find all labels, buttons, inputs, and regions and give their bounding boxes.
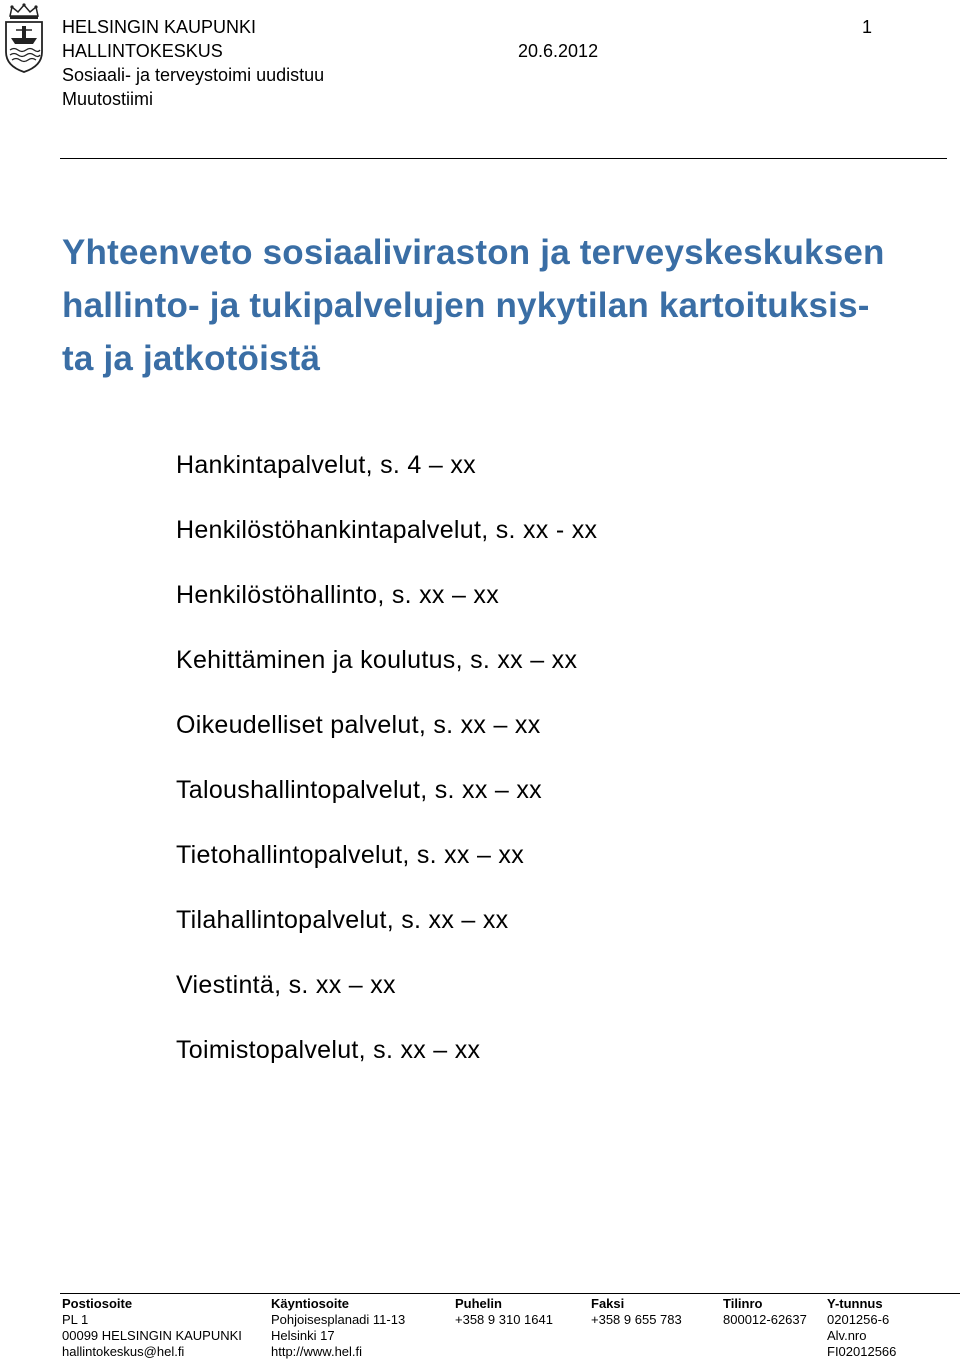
header-divider	[60, 158, 947, 159]
table-of-contents	[176, 450, 597, 1100]
footer-faksi	[591, 1296, 682, 1328]
toc-item: Taloushallintopalvelut, s. xx – xx	[176, 776, 542, 804]
footer-puhelin	[455, 1296, 553, 1328]
header-dept: HALLINTOKESKUS	[62, 41, 223, 61]
footer-heading: Käyntiosoite	[271, 1296, 350, 1311]
toc-item: Oikeudelliset palvelut, s. xx – xx	[176, 711, 541, 739]
document-title	[62, 226, 932, 385]
footer-line: Helsinki 17	[271, 1328, 335, 1343]
footer-ytunnus	[827, 1296, 896, 1360]
footer-email: hallintokeskus@hel.fi	[62, 1344, 185, 1359]
page-number: 1	[862, 17, 873, 37]
helsinki-coat-of-arms-icon	[2, 2, 46, 74]
toc-item: Tietohallintopalvelut, s. xx – xx	[176, 841, 525, 869]
header-org: HELSINGIN KAUPUNKI	[62, 17, 257, 37]
footer-line: FI02012566	[827, 1344, 897, 1359]
title-line: ta ja jatkotöistä	[62, 339, 321, 378]
footer-website: http://www.hel.fi	[271, 1344, 363, 1359]
footer-divider	[60, 1293, 960, 1294]
toc-item: Toimistopalvelut, s. xx – xx	[176, 1036, 481, 1064]
footer-line: Alv.nro	[827, 1328, 867, 1343]
toc-item: Kehittäminen ja koulutus, s. xx – xx	[176, 646, 578, 674]
footer-heading: Faksi	[591, 1296, 625, 1311]
footer-line: Pohjoisesplanadi 11-13	[271, 1312, 406, 1327]
toc-item: Viestintä, s. xx – xx	[176, 971, 396, 999]
footer-line: 800012-62637	[723, 1312, 807, 1327]
toc-item: Henkilöstöhallinto, s. xx – xx	[176, 581, 500, 609]
footer-tilinro	[723, 1296, 807, 1328]
header-doc-type: Muutostiimi	[62, 89, 154, 109]
toc-item: Henkilöstöhankintapalvelut, s. xx - xx	[176, 516, 598, 544]
footer-postiosoite	[62, 1296, 242, 1360]
footer-line: 0201256-6	[827, 1312, 890, 1327]
toc-item: Hankintapalvelut, s. 4 – xx	[176, 451, 476, 479]
footer-heading: Tilinro	[723, 1296, 763, 1311]
footer-heading: Postiosoite	[62, 1296, 133, 1311]
header-project: Sosiaali- ja terveystoimi uudistuu	[62, 65, 325, 85]
title-line: Yhteenveto sosiaaliviraston ja terveyskeskuksen	[62, 233, 885, 272]
title-line: hallinto- ja tukipalvelujen nykytilan kartoituksis-	[62, 286, 870, 325]
toc-item: Tilahallintopalvelut, s. xx – xx	[176, 906, 509, 934]
footer-line: +358 9 310 1641	[455, 1312, 553, 1327]
header-date: 20.6.2012	[518, 41, 599, 61]
footer-line: PL 1	[62, 1312, 89, 1327]
footer-heading: Puhelin	[455, 1296, 502, 1311]
footer-heading: Y-tunnus	[827, 1296, 883, 1311]
footer-kayntiosoite	[271, 1296, 405, 1360]
footer-line: 00099 HELSINGIN KAUPUNKI	[62, 1328, 242, 1343]
footer-line: +358 9 655 783	[591, 1312, 682, 1327]
